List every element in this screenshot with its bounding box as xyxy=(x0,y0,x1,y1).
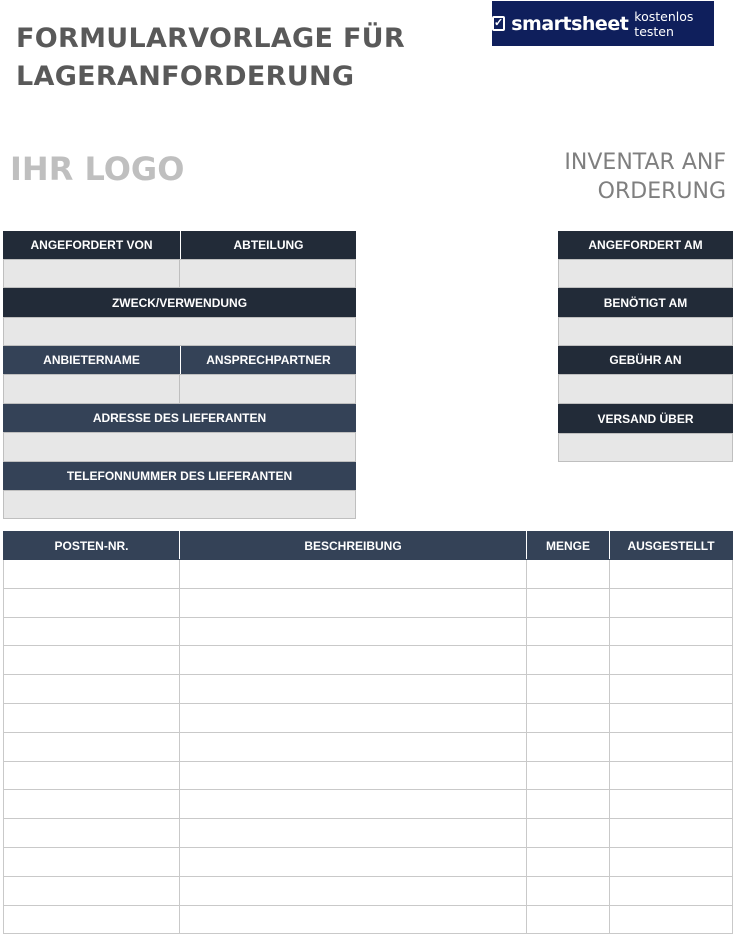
banner-brand: smartsheet xyxy=(511,12,629,35)
issued-cell[interactable] xyxy=(610,703,733,732)
item-no-cell[interactable] xyxy=(4,732,180,761)
vendor-name-header: ANBIETERNAME xyxy=(3,346,180,374)
issued-cell[interactable] xyxy=(610,732,733,761)
quantity-cell[interactable] xyxy=(527,905,610,934)
quantity-cell[interactable] xyxy=(527,732,610,761)
quantity-cell[interactable] xyxy=(527,675,610,704)
document-type-label: INVENTAR ANFORDERUNG xyxy=(564,150,726,204)
item-no-cell[interactable] xyxy=(4,646,180,675)
description-cell[interactable] xyxy=(180,617,527,646)
item-no-cell[interactable] xyxy=(4,819,180,848)
requested-on-header: ANGEFORDERT AM xyxy=(558,231,733,259)
quantity-cell[interactable] xyxy=(527,847,610,876)
vendor-name-field[interactable] xyxy=(3,374,180,404)
description-cell[interactable] xyxy=(180,560,527,589)
issued-cell[interactable] xyxy=(610,646,733,675)
purpose-field[interactable] xyxy=(3,317,356,346)
needed-on-header: BENÖTIGT AM xyxy=(558,288,733,317)
item-no-cell[interactable] xyxy=(4,617,180,646)
quantity-cell[interactable] xyxy=(527,646,610,675)
issued-cell[interactable] xyxy=(610,790,733,819)
column-header-issued: AUSGESTELLT xyxy=(610,532,733,560)
item-no-cell[interactable] xyxy=(4,790,180,819)
charge-to-header: GEBÜHR AN xyxy=(558,346,733,374)
table-row xyxy=(4,646,733,675)
column-header-quantity: MENGE xyxy=(527,532,610,560)
description-cell[interactable] xyxy=(180,905,527,934)
table-row xyxy=(4,703,733,732)
item-no-cell[interactable] xyxy=(4,761,180,790)
logo-placeholder: IHR LOGO xyxy=(10,150,185,188)
description-cell[interactable] xyxy=(180,790,527,819)
issued-cell[interactable] xyxy=(610,905,733,934)
vendor-phone-header: TELEFONNUMMER DES LIEFERANTEN xyxy=(3,462,356,490)
quantity-cell[interactable] xyxy=(527,617,610,646)
table-row xyxy=(4,617,733,646)
issued-cell[interactable] xyxy=(610,617,733,646)
item-no-cell[interactable] xyxy=(4,905,180,934)
item-no-cell[interactable] xyxy=(4,876,180,905)
issued-cell[interactable] xyxy=(610,560,733,589)
vendor-address-field[interactable] xyxy=(3,432,356,462)
table-row xyxy=(4,588,733,617)
description-cell[interactable] xyxy=(180,732,527,761)
banner-cta: kostenlos testen xyxy=(634,8,694,39)
needed-on-field[interactable] xyxy=(558,317,733,346)
contact-person-field[interactable] xyxy=(179,374,356,404)
requested-on-field[interactable] xyxy=(558,259,733,288)
item-no-cell[interactable] xyxy=(4,675,180,704)
description-cell[interactable] xyxy=(180,761,527,790)
quantity-cell[interactable] xyxy=(527,819,610,848)
issued-cell[interactable] xyxy=(610,876,733,905)
quantity-cell[interactable] xyxy=(527,560,610,589)
table-row xyxy=(4,790,733,819)
page-title xyxy=(16,20,416,96)
quantity-cell[interactable] xyxy=(527,588,610,617)
smartsheet-check-icon: ✓ xyxy=(494,17,504,29)
item-no-cell[interactable] xyxy=(4,703,180,732)
requested-by-field[interactable] xyxy=(3,259,180,288)
issued-cell[interactable] xyxy=(610,675,733,704)
quantity-cell[interactable] xyxy=(527,761,610,790)
ship-via-field[interactable] xyxy=(558,433,733,462)
vendor-phone-field[interactable] xyxy=(3,490,356,519)
table-row xyxy=(4,847,733,876)
department-header: ABTEILUNG xyxy=(180,231,356,259)
page-title-line-1: FORMULARVORLAGE FÜR xyxy=(16,23,405,54)
table-row xyxy=(4,732,733,761)
item-no-cell[interactable] xyxy=(4,560,180,589)
purpose-header: ZWECK/VERWENDUNG xyxy=(3,288,356,317)
description-cell[interactable] xyxy=(180,819,527,848)
issued-cell[interactable] xyxy=(610,588,733,617)
table-row xyxy=(4,560,733,589)
quantity-cell[interactable] xyxy=(527,703,610,732)
quantity-cell[interactable] xyxy=(527,876,610,905)
charge-to-field[interactable] xyxy=(558,374,733,404)
item-no-cell[interactable] xyxy=(4,847,180,876)
page-title-line-2: LAGERANFORDERUNG xyxy=(16,61,355,92)
issued-cell[interactable] xyxy=(610,761,733,790)
description-cell[interactable] xyxy=(180,847,527,876)
table-row xyxy=(4,675,733,704)
department-field[interactable] xyxy=(179,259,356,288)
requested-by-header: ANGEFORDERT VON xyxy=(3,231,180,259)
item-no-cell[interactable] xyxy=(4,588,180,617)
table-row xyxy=(4,905,733,934)
items-table-header-row xyxy=(4,532,733,560)
vendor-address-header: ADRESSE DES LIEFERANTEN xyxy=(3,404,356,432)
description-cell[interactable] xyxy=(180,646,527,675)
description-cell[interactable] xyxy=(180,876,527,905)
table-row xyxy=(4,819,733,848)
contact-person-header: ANSPRECHPARTNER xyxy=(180,346,356,374)
column-header-description: BESCHREIBUNG xyxy=(180,532,527,560)
ship-via-header: VERSAND ÜBER xyxy=(558,404,733,433)
items-table xyxy=(3,531,733,934)
description-cell[interactable] xyxy=(180,588,527,617)
table-row xyxy=(4,761,733,790)
issued-cell[interactable] xyxy=(610,847,733,876)
issued-cell[interactable] xyxy=(610,819,733,848)
table-row xyxy=(4,876,733,905)
quantity-cell[interactable] xyxy=(527,790,610,819)
smartsheet-banner-link[interactable] xyxy=(492,1,714,46)
description-cell[interactable] xyxy=(180,703,527,732)
description-cell[interactable] xyxy=(180,675,527,704)
column-header-item-no: POSTEN-NR. xyxy=(4,532,180,560)
